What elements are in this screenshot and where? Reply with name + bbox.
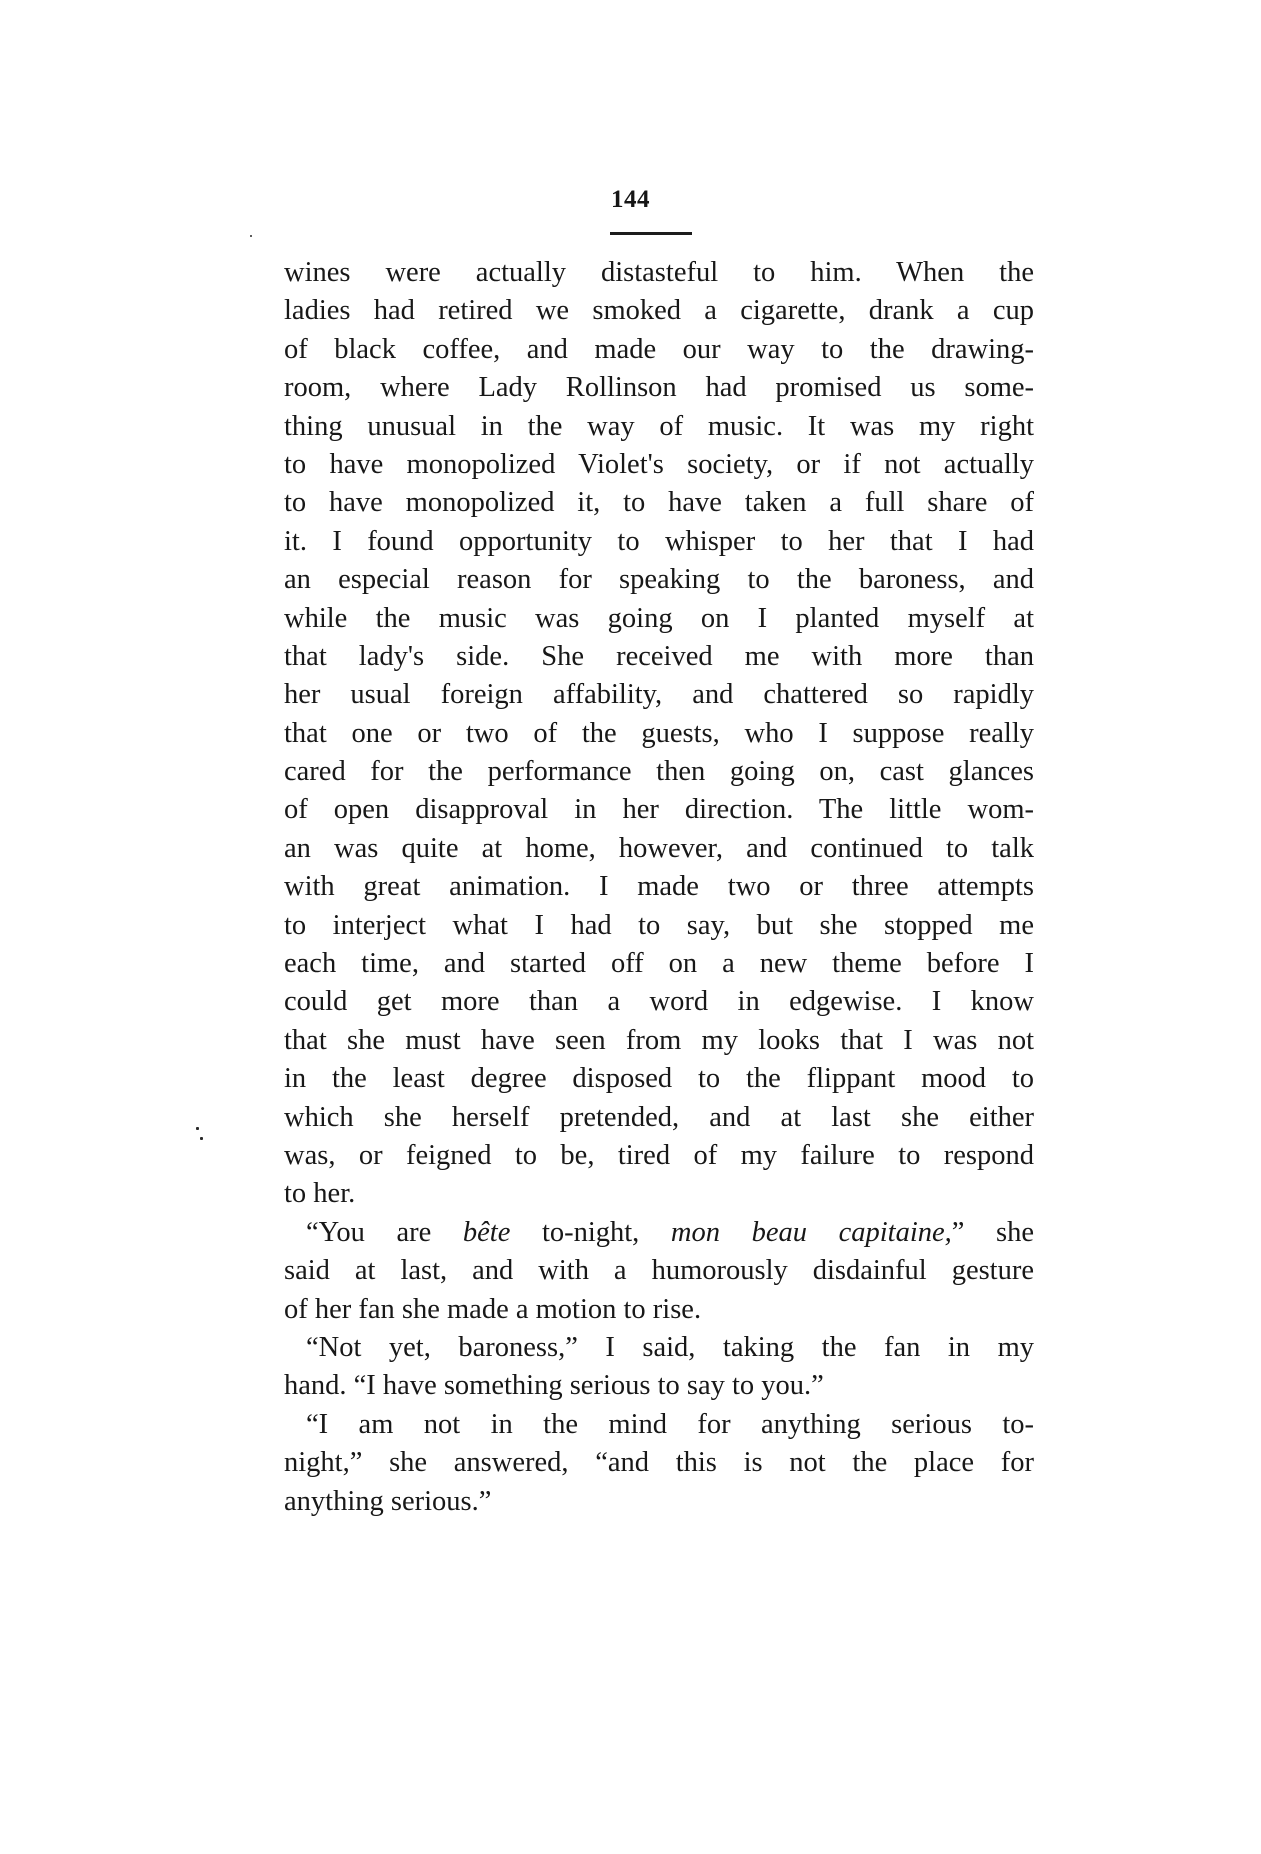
dialogue-line: hand. “I have something serious to say to you.” <box>284 1370 824 1402</box>
dialogue-line: night,” she answered, “and this is not the place for <box>284 1447 1034 1479</box>
page-number-rule <box>610 232 692 235</box>
text-line: of open disapproval in her direction. The little wom- <box>284 794 1034 826</box>
dialogue-line: anything serious.” <box>284 1485 492 1517</box>
page-number: 144 <box>611 186 650 213</box>
text-line: that she must have seen from my looks that I was not <box>284 1024 1034 1056</box>
text-line: to her. <box>284 1178 356 1210</box>
text-line: with great animation. I made two or three attempts <box>284 871 1034 903</box>
dialogue-italic-text: mon beau capitaine, <box>670 1216 952 1248</box>
text-line: to have monopolized it, to have taken a full share of <box>284 487 1034 519</box>
text-line: each time, and started off on a new theme before I <box>284 948 1034 980</box>
text-line: to interject what I had to say, but she stopped me <box>284 909 1034 941</box>
dialogue-text: ” she <box>951 1216 1035 1248</box>
text-line: ladies had retired we smoked a cigarette, drank a cup <box>284 295 1034 327</box>
text-line: wines were actually distasteful to him. When the <box>284 257 1034 288</box>
dialogue-line: “I am not in the mind for anything serious to- <box>306 1408 1034 1440</box>
text-line: of black coffee, and made our way to the drawing- <box>284 333 1034 365</box>
dialogue-text: to-night, <box>510 1216 671 1248</box>
text-line: in the least degree disposed to the flippant mood to <box>284 1063 1034 1095</box>
text-line: it. I found opportunity to whisper to her that I had <box>284 525 1034 557</box>
text-line: that lady's side. She received me with more than <box>284 640 1034 672</box>
text-line: that one or two of the guests, who I suppose really <box>284 717 1034 749</box>
body-text <box>284 254 1034 1521</box>
dialogue-text: “You are <box>306 1216 463 1248</box>
text-line: her usual foreign affability, and chattered so rapidly <box>284 679 1034 711</box>
dialogue-line <box>284 1214 1034 1252</box>
text-line: cared for the performance then going on, cast glances <box>284 756 1034 788</box>
print-speck <box>250 235 252 237</box>
text-line: could get more than a word in edgewise. I know <box>284 986 1034 1018</box>
dialogue-italic-text: bête <box>462 1216 511 1248</box>
dialogue-line: said at last, and with a humorously disdainful gesture <box>284 1255 1034 1287</box>
dialogue-line: “Not yet, baroness,” I said, taking the fan in my <box>306 1331 1034 1363</box>
text-line: while the music was going on I planted myself at <box>284 602 1034 634</box>
text-line: an was quite at home, however, and continued to talk <box>284 832 1034 864</box>
print-speck <box>196 1127 199 1130</box>
text-line: thing unusual in the way of music. It was my right <box>284 410 1034 442</box>
dialogue-line: of her fan she made a motion to rise. <box>284 1293 702 1325</box>
print-speck <box>200 1137 203 1140</box>
text-line: was, or feigned to be, tired of my failure to respond <box>284 1139 1034 1171</box>
text-line: an especial reason for speaking to the baroness, and <box>284 564 1034 596</box>
text-line: which she herself pretended, and at last she either <box>284 1101 1034 1133</box>
text-line: room, where Lady Rollinson had promised us some- <box>284 372 1034 404</box>
text-line: to have monopolized Violet's society, or if not actually <box>284 448 1034 480</box>
